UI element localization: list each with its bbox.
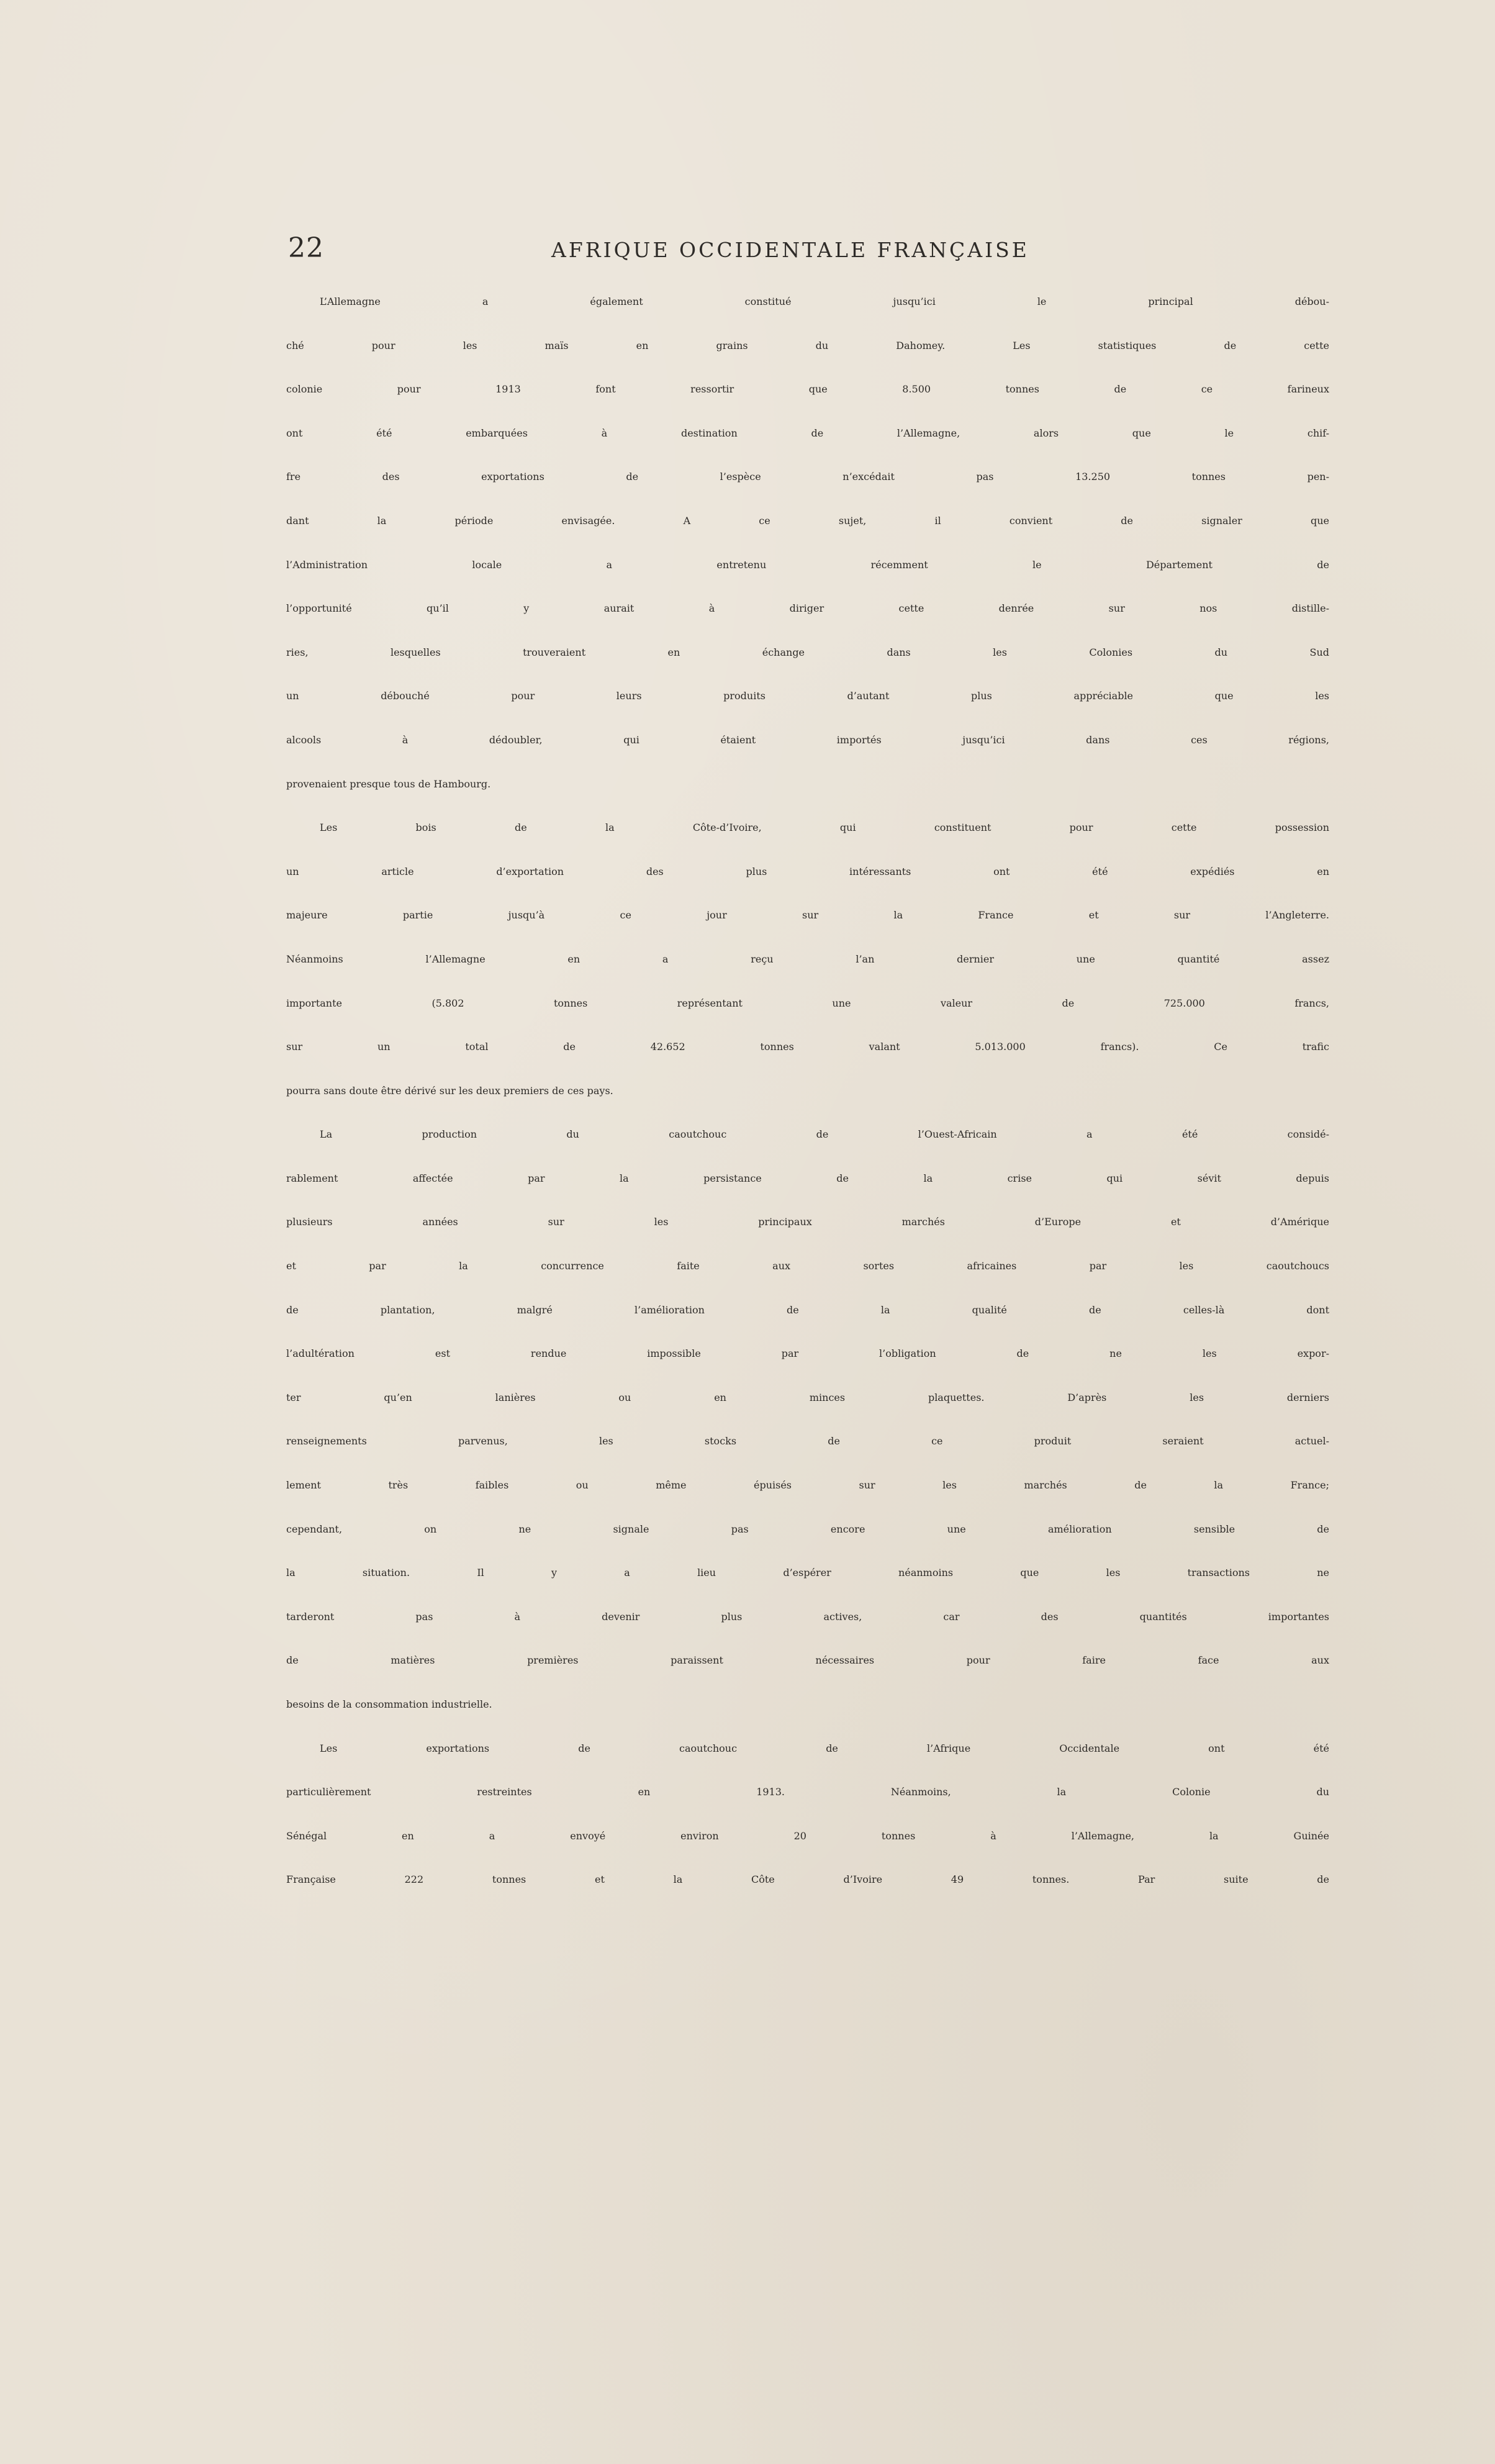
paragraph xyxy=(286,1128,1329,1742)
text-line: La production du caoutchouc de l’Ouest-Africain a été considé- xyxy=(320,1128,1329,1141)
text-line: ont été embarquées à destination de l’Allemagne, alors que le chif- xyxy=(286,427,1329,439)
paragraph xyxy=(286,1742,1329,1918)
text-line: de matières premières paraissent nécessaires pour faire face aux xyxy=(286,1654,1329,1667)
text-line: renseignements parvenus, les stocks de ce produit seraient actuel- xyxy=(286,1435,1329,1447)
text-line: alcools à dédoubler, qui étaient importés jusqu’ici dans ces régions, xyxy=(286,733,1329,746)
text-line: rablement affectée par la persistance de la crise qui sévit depuis xyxy=(286,1172,1329,1184)
text-line: ries, lesquelles trouveraient en échange dans les Colonies du Sud xyxy=(286,646,1329,658)
text-line: Les bois de la Côte-d’Ivoire, qui constituent pour cette possession xyxy=(320,822,1329,834)
text-line: ter qu’en lanières ou en minces plaquettes. D’après les derniers xyxy=(286,1391,1329,1403)
text-line: colonie pour 1913 font ressortir que 8.500 tonnes de ce farineux xyxy=(286,383,1329,396)
paragraph xyxy=(286,296,1329,822)
text-line: particulièrement restreintes en 1913. Néanmoins, la Colonie du xyxy=(286,1786,1329,1798)
text-line: Française 222 tonnes et la Côte d’Ivoire 49 tonnes. Par suite de xyxy=(286,1873,1329,1886)
text-line: Sénégal en a envoyé environ 20 tonnes à l’Allemagne, la Guinée xyxy=(286,1829,1329,1842)
text-line: dant la période envisagée. A ce sujet, il convient de signaler que xyxy=(286,514,1329,527)
text-line: lement très faibles ou même épuisés sur les marchés de la France; xyxy=(286,1479,1329,1492)
text-line: ché pour les maïs en grains du Dahomey. Les statistiques de cette xyxy=(286,339,1329,351)
text-line: majeure partie jusqu’à ce jour sur la France et sur l’Angleterre. xyxy=(286,909,1329,922)
text-line: pourra sans doute être dérivé sur les deux premiers de ces pays. xyxy=(286,1084,613,1097)
text-line: l’adultération est rendue impossible par l’obligation de ne les expor- xyxy=(286,1348,1329,1360)
text-line: besoins de la consommation industrielle. xyxy=(286,1698,492,1710)
page-number: 22 xyxy=(288,232,324,264)
text-line: l’opportunité qu’il y aurait à diriger cette denrée sur nos distille- xyxy=(286,602,1329,615)
text-line: sur un total de 42.652 tonnes valant 5.013.000 francs). Ce trafic xyxy=(286,1041,1329,1053)
text-line: de plantation, malgré l’amélioration de la qualité de celles-là dont xyxy=(286,1303,1329,1316)
text-line: cependant, on ne signale pas encore une amélioration sensible de xyxy=(286,1523,1329,1535)
text-line: et par la concurrence faite aux sortes africaines par les caoutchoucs xyxy=(286,1260,1329,1272)
paragraph xyxy=(286,822,1329,1128)
body-text xyxy=(286,296,1329,1918)
text-line: plusieurs années sur les principaux marchés d’Europe et d’Amérique xyxy=(286,1216,1329,1228)
running-head: AFRIQUE OCCIDENTALE FRANÇAISE xyxy=(551,238,1029,262)
text-line: un article d’exportation des plus intéressants ont été expédiés en xyxy=(286,865,1329,877)
text-line: tarderont pas à devenir plus actives, car des quantités importantes xyxy=(286,1610,1329,1623)
text-line: l’Administration locale a entretenu récemment le Département de xyxy=(286,558,1329,571)
text-line: Les exportations de caoutchouc de l’Afrique Occidentale ont été xyxy=(320,1742,1329,1754)
text-line: un débouché pour leurs produits d’autant plus appréciable que les xyxy=(286,690,1329,702)
text-line: L’Allemagne a également constitué jusqu’ici le principal débou- xyxy=(320,296,1329,307)
text-line: importante (5.802 tonnes représentant une valeur de 725.000 francs, xyxy=(286,997,1329,1009)
text-line: fre des exportations de l’espèce n’excédait pas 13.250 tonnes pen- xyxy=(286,471,1329,483)
text-line: provenaient presque tous de Hambourg. xyxy=(286,777,491,790)
text-line: la situation. Il y a lieu d’espérer néanmoins que les transactions ne xyxy=(286,1567,1329,1579)
text-line: Néanmoins l’Allemagne en a reçu l’an dernier une quantité assez xyxy=(286,953,1329,965)
